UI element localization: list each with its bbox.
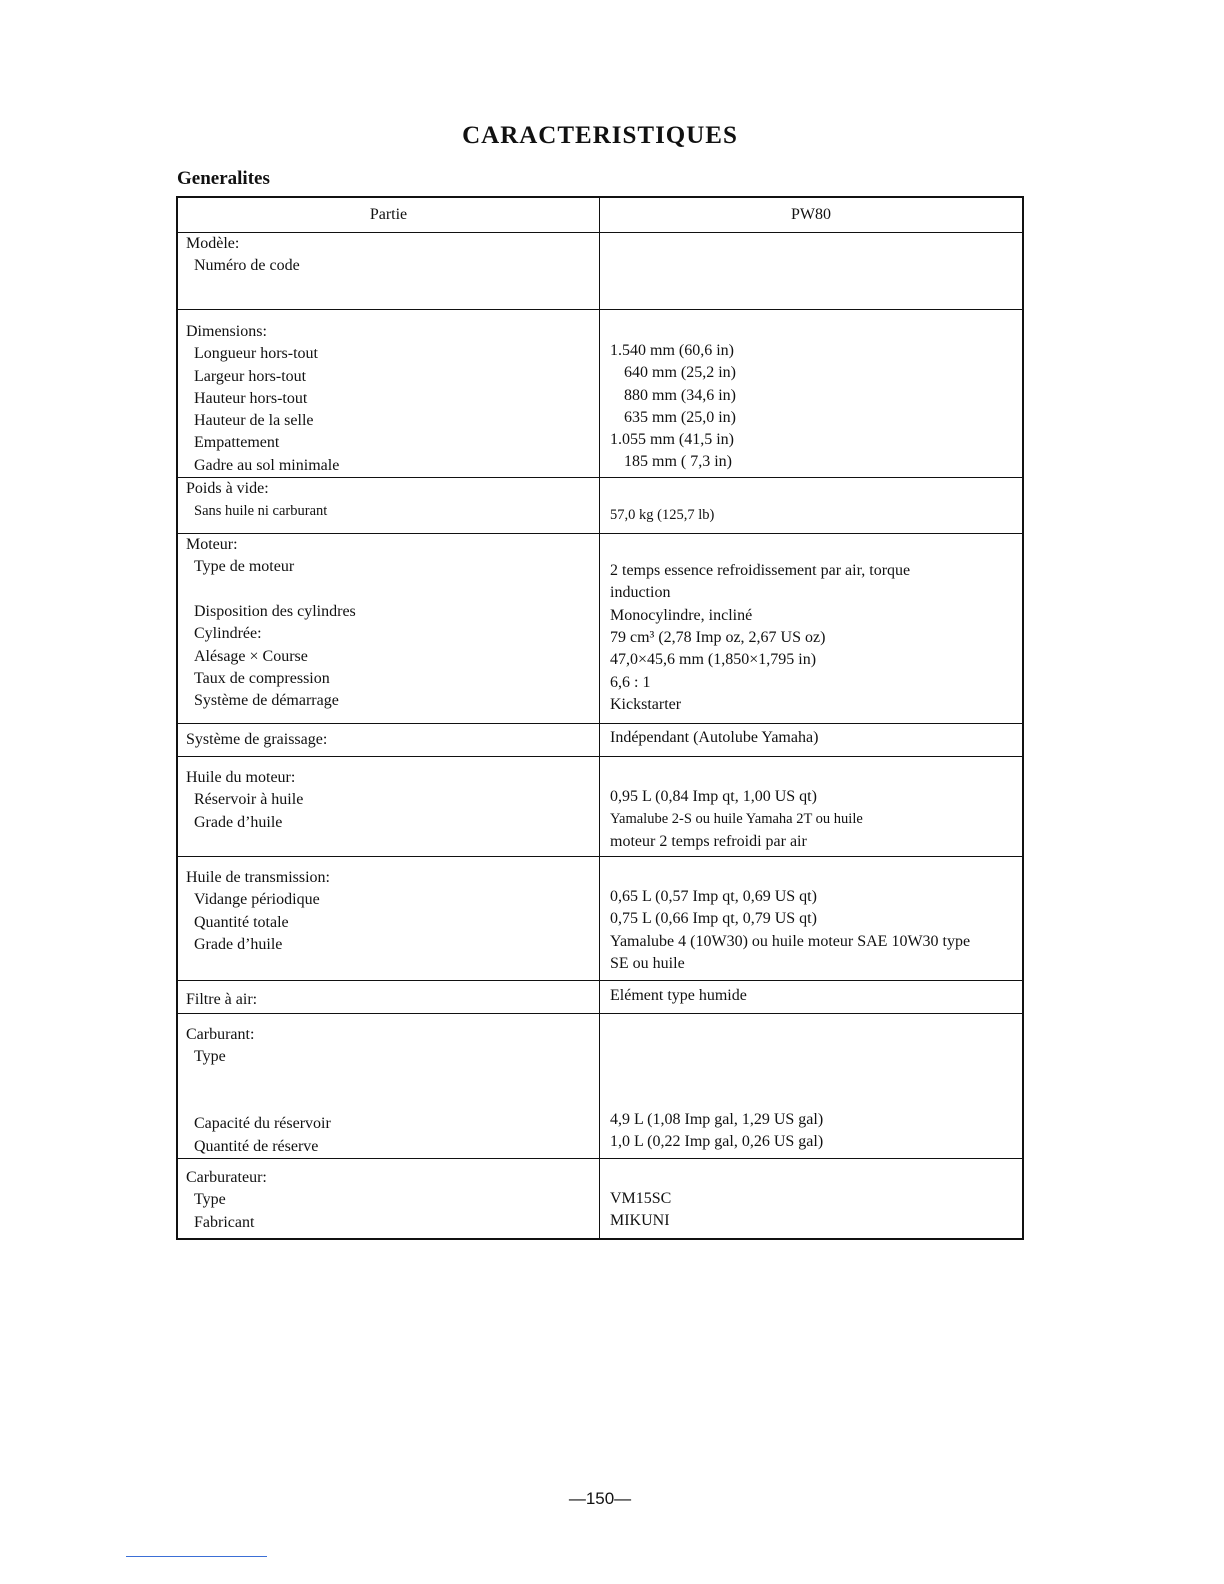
value-item: 6,6 : 1 bbox=[610, 673, 651, 691]
value-item: 2 temps essence refroidissement par air, torque bbox=[610, 562, 911, 580]
value-item: 640 mm (25,2 in) bbox=[624, 364, 736, 382]
value-item: 0,95 L (0,84 Imp qt, 1,00 US qt) bbox=[610, 788, 817, 806]
label-item: Type bbox=[194, 1048, 226, 1066]
table-row-carburant bbox=[177, 1014, 1023, 1159]
table-row-moteur bbox=[177, 534, 1023, 724]
label-cell bbox=[177, 233, 600, 310]
label-heading: Huile du moteur: bbox=[186, 769, 296, 787]
label-cell bbox=[177, 1159, 600, 1239]
table-row-dimensions bbox=[177, 310, 1023, 478]
label-item: Hauteur de la selle bbox=[194, 412, 314, 430]
label-item: Type de moteur bbox=[194, 558, 295, 576]
value-item: 0,65 L (0,57 Imp qt, 0,69 US qt) bbox=[610, 888, 817, 906]
label-item: Cylindrée: bbox=[194, 625, 262, 643]
label-heading: Dimensions: bbox=[186, 323, 267, 340]
table-row-poids bbox=[177, 478, 1023, 534]
header-model: PW80 bbox=[600, 197, 1024, 233]
label-item: Numéro de code bbox=[194, 257, 300, 275]
value-item: 635 mm (25,0 in) bbox=[624, 408, 736, 426]
label-item: Fabricant bbox=[194, 1213, 255, 1231]
label-item: Empattement bbox=[194, 434, 280, 452]
value-item: Kickstarter bbox=[610, 695, 682, 713]
value-item: MIKUNI bbox=[610, 1212, 670, 1230]
table-row-huile-moteur bbox=[177, 757, 1023, 857]
value-item: 4,9 L (1,08 Imp gal, 1,29 US gal) bbox=[610, 1111, 824, 1129]
footer-rule bbox=[126, 1556, 267, 1557]
label-item: Longueur hors-tout bbox=[194, 345, 318, 363]
value-item: 79 cm³ (2,78 Imp oz, 2,67 US oz) bbox=[610, 628, 826, 646]
value-cell bbox=[600, 1014, 1024, 1159]
value-item: 1,0 L (0,22 Imp gal, 0,26 US gal) bbox=[610, 1133, 824, 1151]
table-row-carburateur bbox=[177, 1159, 1023, 1239]
label-cell bbox=[177, 534, 600, 724]
label-item: Sans huile ni carburant bbox=[194, 503, 328, 520]
value-cell bbox=[600, 857, 1024, 981]
label-cell bbox=[177, 478, 600, 534]
label-item: Hauteur hors-tout bbox=[194, 389, 308, 407]
label-item: Largeur hors-tout bbox=[194, 367, 307, 385]
value-item: 880 mm (34,6 in) bbox=[624, 386, 736, 404]
label-cell bbox=[177, 724, 600, 757]
label-item: Alésage × Course bbox=[194, 647, 308, 665]
value-item: 47,0×45,6 mm (1,850×1,795 in) bbox=[610, 651, 817, 669]
label-item: Vidange périodique bbox=[194, 891, 320, 909]
value-cell bbox=[600, 1159, 1024, 1239]
table-row-huile-transmission bbox=[177, 857, 1023, 981]
label-cell bbox=[177, 857, 600, 981]
value-item: 185 mm ( 7,3 in) bbox=[624, 453, 732, 471]
value-cell bbox=[600, 981, 1024, 1014]
value-item: 1.540 mm (60,6 in) bbox=[610, 342, 734, 359]
value-item: Elément type humide bbox=[610, 987, 747, 1005]
table-header-row bbox=[177, 197, 1023, 233]
value-cell bbox=[600, 233, 1024, 310]
label-item: Grade d’huile bbox=[194, 935, 283, 953]
page-number: —150— bbox=[568, 1489, 632, 1508]
table-row-filtre bbox=[177, 981, 1023, 1014]
label-heading: Système de graissage: bbox=[186, 731, 328, 749]
label-item: Réservoir à huile bbox=[194, 791, 304, 809]
value-item: 57,0 kg (125,7 lb) bbox=[610, 507, 715, 524]
value-item: 1.055 mm (41,5 in) bbox=[610, 431, 734, 449]
value-item: SE ou huile bbox=[610, 954, 685, 972]
table-row-modele bbox=[177, 233, 1023, 310]
page-title: CARACTERISTIQUES bbox=[462, 122, 738, 149]
label-item: Gadre au sol minimale bbox=[194, 456, 340, 474]
label-heading: Poids à vide: bbox=[186, 480, 269, 498]
label-item: Quantité totale bbox=[194, 913, 289, 931]
value-item: Yamalube 4 (10W30) ou huile moteur SAE 10W30 type bbox=[610, 932, 971, 950]
value-cell bbox=[600, 724, 1024, 757]
label-item: Type bbox=[194, 1191, 226, 1209]
value-item: Yamalube 2-S ou huile Yamaha 2T ou huile bbox=[610, 811, 863, 828]
label-cell bbox=[177, 981, 600, 1014]
value-item: induction bbox=[610, 584, 671, 602]
label-heading: Carburateur: bbox=[186, 1169, 267, 1187]
label-item: Disposition des cylindres bbox=[194, 602, 356, 620]
label-item: Quantité de réserve bbox=[194, 1137, 319, 1155]
value-item: 0,75 L (0,66 Imp qt, 0,79 US qt) bbox=[610, 910, 817, 928]
label-heading: Moteur: bbox=[186, 536, 238, 554]
label-item: Taux de compression bbox=[194, 669, 330, 687]
label-cell bbox=[177, 1014, 600, 1159]
table-row-graissage bbox=[177, 724, 1023, 757]
label-heading: Filtre à air: bbox=[186, 991, 258, 1009]
label-item: Grade d’huile bbox=[194, 813, 283, 831]
value-item: Indépendant (Autolube Yamaha) bbox=[610, 729, 819, 747]
label-cell bbox=[177, 757, 600, 857]
label-cell bbox=[177, 310, 600, 478]
value-item: moteur 2 temps refroidi par air bbox=[610, 832, 807, 850]
label-heading: Carburant: bbox=[186, 1026, 255, 1044]
value-cell bbox=[600, 534, 1024, 724]
label-heading: Huile de transmission: bbox=[186, 869, 330, 887]
value-cell bbox=[600, 310, 1024, 478]
header-part: Partie bbox=[177, 197, 600, 233]
value-item: Monocylindre, incliné bbox=[610, 606, 753, 624]
spec-table bbox=[176, 196, 1024, 1240]
value-item: VM15SC bbox=[610, 1190, 672, 1208]
section-title: Generalites bbox=[177, 168, 270, 189]
value-cell bbox=[600, 757, 1024, 857]
value-cell bbox=[600, 478, 1024, 534]
label-heading: Modèle: bbox=[186, 235, 240, 252]
label-item: Système de démarrage bbox=[194, 692, 339, 710]
label-item: Capacité du réservoir bbox=[194, 1115, 331, 1133]
